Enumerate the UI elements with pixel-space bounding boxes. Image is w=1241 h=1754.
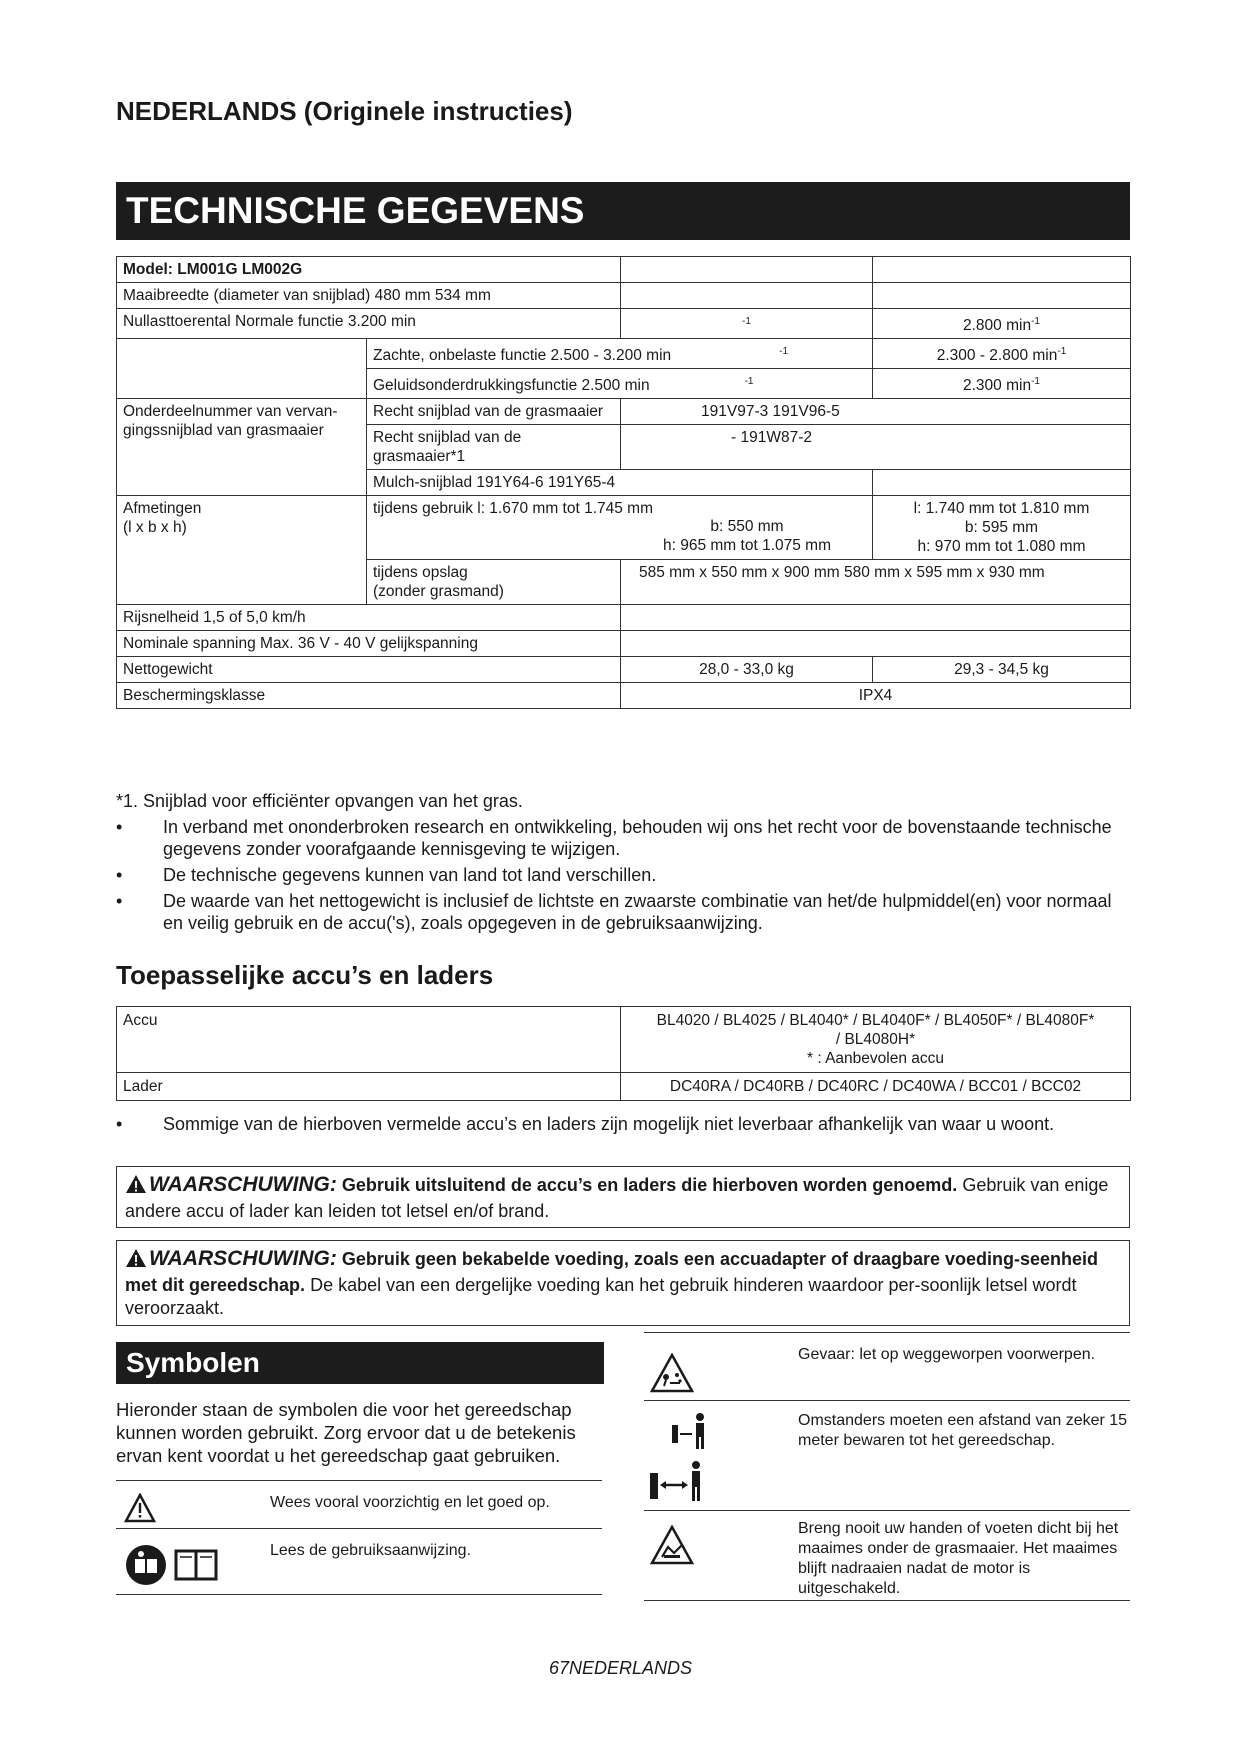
divider — [116, 1594, 602, 1595]
read-manual-icon — [124, 1543, 224, 1593]
list-item: • De waarde van het nettogewicht is inclusief de lichtste en zwaarste combinatie van het/de hulpmiddel(en) voor normaal en veilig gebruik en de accu('s), zoals opgegeven in de gebruiksaanwijzing. — [116, 891, 1112, 933]
noload-normal-lm002g: 2.800 min — [963, 317, 1032, 335]
table-row — [117, 309, 1131, 339]
symbol-thrown-objects-text: Gevaar: let op weggeworpen voorwerpen. — [798, 1346, 1096, 1363]
accu-value: BL4020 / BL4025 / BL4040* / BL4040F* / BL4050F* / BL4080F* / BL4080H* * : Aanbevolen accu — [621, 1007, 1131, 1073]
cutting-width: Maaibreedte (diameter van snijblad) 480 mm 534 mm — [117, 283, 621, 309]
noload-soft-label: Zachte, onbelaste functie 2.500 - 3.200 min $^{-1}$ — [367, 339, 873, 369]
superscript: -1 — [744, 376, 754, 388]
symbols-banner: Symbolen — [116, 1342, 604, 1384]
model-label: Model: LM001G LM002G — [117, 257, 621, 283]
blade-straight-label: Recht snijblad van de grasmaaier — [367, 399, 621, 425]
table-row — [117, 496, 1131, 560]
noload-quiet-lm002g: 2.300 min — [963, 377, 1032, 395]
hands-feet-danger-icon — [650, 1525, 694, 1571]
blade-straight1-label: Recht snijblad van de grasmaaier*1 — [367, 425, 621, 470]
dimensions-label: Afmetingen (l x b x h) — [117, 496, 367, 605]
weight-lm002g: 29,3 - 34,5 kg — [873, 657, 1131, 683]
dim-use-cell — [367, 496, 873, 560]
accu-label: Accu — [117, 1007, 621, 1073]
batteries-note: • Sommige van de hierboven vermelde accu’s en laders zijn mogelijk niet leverbaar afhankelijk van waar u woont. — [116, 1114, 1055, 1134]
caution-triangle-icon — [124, 1493, 156, 1529]
table-row — [117, 399, 1131, 425]
noload-soft-lm002g: 2.300 - 2.800 min — [936, 347, 1058, 365]
batteries-heading: Toepasselijke accu’s en laders — [116, 960, 494, 990]
symbol-manual-text: Lees de gebruiksaanwijzing. — [270, 1542, 472, 1559]
weight-label: Nettogewicht — [117, 657, 621, 683]
symbol-row — [116, 1480, 602, 1529]
superscript: -1 — [779, 346, 789, 358]
table-row — [117, 1007, 1131, 1073]
rated-voltage: Nominale spanning Max. 36 V - 40 V gelijkspanning — [117, 631, 621, 657]
warning-box: WAARSCHUWING: Gebruik geen bekabelde voeding, zoals een accuadapter of draagbare voeding-seenheid met dit gereedschap. De kabel van een dergelijke voeding kan het gebruik hinderen waardoor per-soonlijk letsel wordt veroorzaakt. — [116, 1240, 1130, 1326]
thrown-objects-icon — [650, 1353, 694, 1399]
blade-straight1-value: - 191W87-2 — [621, 425, 1131, 470]
table-row — [117, 683, 1131, 709]
dim-use-label: tijdens gebruik l: 1.670 mm tot 1.745 mm — [373, 500, 653, 518]
specs-banner: TECHNISCHE GEGEVENS — [116, 182, 1130, 240]
noload-normal-label: Nullasttoerental Normale functie 3.200 min — [117, 309, 621, 339]
protection-value: IPX4 — [621, 683, 1131, 709]
charger-value: DC40RA / DC40RB / DC40RC / DC40WA / BCC01 / BCC02 — [621, 1073, 1131, 1101]
warning-box: WAARSCHUWING: Gebruik uitsluitend de accu’s en laders die hierboven worden genoemd. Gebruik van enige andere accu of lader kan leiden tot letsel en/of brand. — [116, 1166, 1130, 1228]
bystander-distance-icon — [648, 1411, 718, 1513]
warning-triangle-icon — [125, 1248, 147, 1274]
superscript: -1 — [1031, 376, 1040, 388]
weight-lm001g: 28,0 - 33,0 kg — [621, 657, 873, 683]
symbol-caution-text: Wees vooral voorzichtig en let goed op. — [270, 1494, 550, 1511]
charger-label: Lader — [117, 1073, 621, 1101]
dim-use-lm001g: b: 550 mm h: 965 mm tot 1.075 mm — [663, 518, 831, 555]
superscript: -1 — [1031, 316, 1040, 327]
blade-part-label: Onderdeelnummer van vervan-gingssnijblad van grasmaaier — [117, 399, 367, 496]
table-row — [117, 339, 1131, 369]
table-row — [117, 631, 1131, 657]
table-row — [117, 257, 1131, 283]
table-row — [117, 283, 1131, 309]
noload-quiet-label: Geluidsonderdrukkingsfunctie 2.500 min $^{-1}$ — [367, 369, 873, 399]
symbols-intro: Hieronder staan de symbolen die voor het gereedschap kunnen worden gebruikt. Zorg ervoor dat u de betekenis ervan kent voordat u het gereedschap gaat gebruiken. — [116, 1399, 576, 1466]
symbol-row — [644, 1510, 1130, 1601]
dim-use-lm002g: l: 1.740 mm tot 1.810 mm b: 595 mm h: 970 mm tot 1.080 mm — [873, 496, 1131, 560]
table-row — [117, 657, 1131, 683]
symbol-row — [644, 1400, 1130, 1511]
symbol-hands-feet-text: Breng nooit uw handen of voeten dicht bij het maaimes onder de grasmaaier. Het maaimes blijft nadraaien nadat de motor is uitgeschakeld. — [798, 1520, 1119, 1597]
list-item: • De technische gegevens kunnen van land tot land verschillen. — [116, 865, 657, 885]
travel-speed: Rijsnelheid 1,5 of 5,0 km/h — [117, 605, 621, 631]
warning-triangle-icon — [125, 1174, 147, 1200]
dim-storage-label: tijdens opslag (zonder grasmand) — [367, 560, 621, 605]
blade-straight-value: 191V97-3 191V96-5 — [621, 399, 1131, 425]
table-row — [117, 1073, 1131, 1101]
batteries-table — [116, 1006, 1131, 1101]
protection-label: Beschermingsklasse — [117, 683, 621, 709]
table-row — [117, 605, 1131, 631]
blade-mulch: Mulch-snijblad 191Y64-6 191Y65-4 — [367, 470, 873, 496]
symbol-bystanders-text: Omstanders moeten een afstand van zeker 15 meter bewaren tot het gereedschap. — [798, 1412, 1128, 1449]
dim-storage-value: 585 mm x 550 mm x 900 mm 580 mm x 595 mm x 930 mm — [621, 560, 1131, 605]
symbol-row — [116, 1528, 602, 1593]
divider — [644, 1600, 1130, 1601]
footnote: *1. Snijblad voor efficiënter opvangen van het gras. — [116, 791, 523, 811]
superscript: -1 — [1057, 346, 1067, 358]
spec-notes — [116, 790, 1130, 938]
specifications-table — [116, 256, 1131, 709]
superscript: -1 — [742, 316, 751, 327]
page-footer: 67NEDERLANDS — [548, 1658, 693, 1678]
symbol-row — [644, 1332, 1130, 1403]
language-title: NEDERLANDS (Originele instructies) — [116, 96, 573, 126]
list-item: • In verband met ononderbroken research en ontwikkeling, behouden wij ons het recht voor de bovenstaande technische gegevens zonder voorafgaande kennisgeving te wijzigen. — [116, 817, 1112, 859]
